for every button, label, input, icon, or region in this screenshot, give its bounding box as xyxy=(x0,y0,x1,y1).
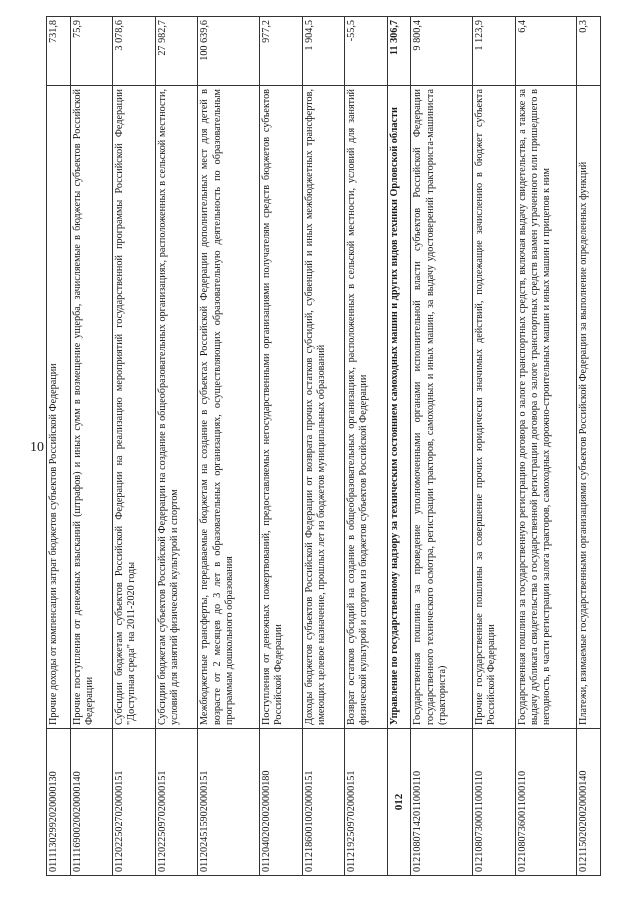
description-cell: Прочие государственные пошлины за совершение прочих юридически значимых действий, подлежащие зачислению в бюджет субъекта Российской Федерации xyxy=(473,86,516,729)
amount-cell: 1 904,5 xyxy=(302,17,345,86)
budget-code-cell: 01120245159020000151 xyxy=(198,729,260,876)
amount-cell: 731,8 xyxy=(47,17,71,86)
amount-cell: 977,2 xyxy=(260,17,303,86)
amount-cell: 0,3 xyxy=(577,17,601,86)
amount-cell: 3 078,6 xyxy=(113,17,156,86)
table-row xyxy=(577,17,601,876)
table-row xyxy=(515,17,577,876)
description-cell: Управление по государственному надзору за техническим состоянием самоходных машин и других видов техники Орловской области xyxy=(387,86,411,729)
budget-code-cell: 01120225027020000151 xyxy=(113,729,156,876)
budget-code-cell: 012 xyxy=(387,729,411,876)
table-row xyxy=(302,17,345,876)
amount-cell: 11 306,7 xyxy=(387,17,411,86)
description-cell: Прочие поступления от денежных взысканий (штрафов) и иных сумм в возмещение ущерба, зачисляемые в бюджеты субъектов Российской Федерации xyxy=(70,86,113,729)
amount-cell: 27 982,7 xyxy=(155,17,198,86)
description-cell: Возврат остатков субсидий на создание в общеобразовательных организациях, расположенных в сельской местности, условий для занятий физической культурой и спортом из бюджетов субъектов Российской Федерации xyxy=(345,86,388,729)
budget-code-cell: 01120225097020000151 xyxy=(155,729,198,876)
rotated-page-content xyxy=(46,16,601,876)
description-cell: Прочие доходы от компенсации затрат бюджетов субъектов Российской Федерации xyxy=(47,86,71,729)
budget-code-cell: 01211502020020000140 xyxy=(577,729,601,876)
amount-cell: 9 800,4 xyxy=(411,17,473,86)
budget-code-cell: 01210807360011000110 xyxy=(515,729,577,876)
description-cell: Доходы бюджетов субъектов Российской Федерации от возврата прочих остатков субсидий, субвенций и иных межбюджетных трансфертов, имеющих целевое назначение, прошлых лет из бюджетов муниципальных образований xyxy=(302,86,345,729)
table-row xyxy=(155,17,198,876)
table-row xyxy=(47,17,71,876)
table-row xyxy=(473,17,516,876)
budget-code-cell: 01121860010020000151 xyxy=(302,729,345,876)
table-row xyxy=(198,17,260,876)
budget-code-cell: 01210807142011000110 xyxy=(411,729,473,876)
description-cell: Платежи, взимаемые государственными организациями субъектов Российской Федерации за выполнение определенных функций xyxy=(577,86,601,729)
page-number: 10 xyxy=(30,440,44,455)
amount-cell: -55,5 xyxy=(345,17,388,86)
budget-code-cell: 01210807300011000110 xyxy=(473,729,516,876)
revenue-table xyxy=(46,16,601,876)
section-row xyxy=(387,17,411,876)
description-cell: Поступления от денежных пожертвований, предоставляемых негосударственными организациями получателям средств бюджетов субъектов Российской Федерации xyxy=(260,86,303,729)
table-row xyxy=(345,17,388,876)
table-row xyxy=(70,17,113,876)
description-cell: Государственная пошлина за проведение уполномоченными органами исполнительной власти субъектов Российской Федерации государственного технического осмотра, регистрации тракторов, самоходных и иных машин, за выдачу удостоверений тракториста-машиниста (тракториста) xyxy=(411,86,473,729)
amount-cell: 1 123,9 xyxy=(473,17,516,86)
description-cell: Субсидии бюджетам субъектов Российской Федерации на реализацию мероприятий государственной программы Российской Федерации "Доступная среда" на 2011-2020 годы xyxy=(113,86,156,729)
amount-cell: 75,9 xyxy=(70,17,113,86)
amount-cell: 6,4 xyxy=(515,17,577,86)
amount-cell: 100 639,6 xyxy=(198,17,260,86)
revenue-table-body xyxy=(47,17,601,876)
budget-code-cell: 01111302992020000130 xyxy=(47,729,71,876)
description-cell: Субсидии бюджетам субъектов Российской Федерации на создание в общеобразовательных организациях, расположенных в сельской местности, условий для занятий физической культурой и спортом xyxy=(155,86,198,729)
budget-code-cell: 01111690020020000140 xyxy=(70,729,113,876)
table-row xyxy=(113,17,156,876)
budget-code-cell: 01121925097020000151 xyxy=(345,729,388,876)
table-row xyxy=(411,17,473,876)
budget-code-cell: 01120402020020000180 xyxy=(260,729,303,876)
description-cell: Межбюджетные трансферты, передаваемые бюджетам на создание в субъектах Российской Федерации дополнительных мест для детей в возрасте от 2 месяцев до 3 лет в образовательных организациях, осуществляющих образовательную деятельность по образовательным программам дошкольного образования xyxy=(198,86,260,729)
table-row xyxy=(260,17,303,876)
description-cell: Государственная пошлина за государственную регистрацию договора о залоге транспортных средств, включая выдачу свидетельства, а также за выдачу дубликата свидетельства о государственной регистрации договора о залоге транспортных средств взамен утраченного или пришедшего в негодность, в части регистрации залога тракторов, самоходных дорожно-строительных машин и иных машин и прицепов к ним xyxy=(515,86,577,729)
